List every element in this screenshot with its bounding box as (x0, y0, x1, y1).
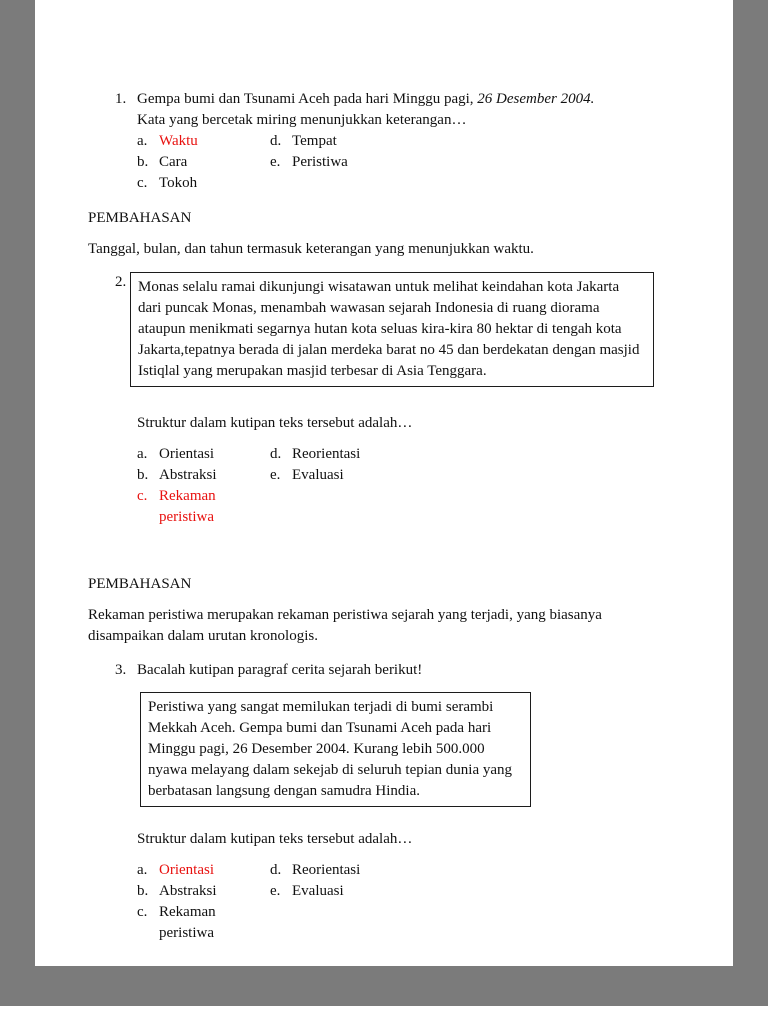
question-3-instruction: Bacalah kutipan paragraf cerita sejarah berikut! (137, 662, 423, 678)
question-3-option-row-1 (137, 860, 683, 881)
document-page (35, 0, 733, 966)
question-2-option-row-3 (137, 486, 683, 528)
q3-option-a-letter: a. (137, 862, 148, 878)
q1-option-e-label: Peristiwa (292, 154, 348, 170)
question-1-number: 1. (115, 91, 127, 107)
question-3-options (137, 860, 683, 944)
q1-option-d-label: Tempat (292, 133, 337, 149)
question-3-option-row-2 (137, 881, 683, 902)
question-1-statement (137, 89, 683, 110)
q2-option-a-label: Orientasi (159, 446, 214, 462)
question-2-option-row-1 (137, 444, 683, 465)
question-3-prompt: Struktur dalam kutipan teks tersebut adalah… (137, 831, 413, 847)
q2-option-d-label: Reorientasi (292, 446, 361, 462)
question-3-option-row-3 (137, 902, 683, 944)
question-2 (88, 272, 683, 528)
question-2-quote-box: Monas selalu ramai dikunjungi wisatawan untuk melihat keindahan kota Jakarta dari puncak Monas, menambah wawasan sejarah Indonesia di ruang diorama ataupun menikmati segarnya hutan kota seluas kira-kira 80 hektar di tengah kota Jakarta,tepatnya berada di jalan merdeka barat no 45 dan berdekatan dengan masjid Istiqlal yang merupakan masjid terbesar di Asia Tenggara. (130, 272, 654, 387)
q1-option-c-label: Tokoh (159, 175, 198, 191)
question-3-quote-box: Peristiwa yang sangat memilukan terjadi di bumi serambi Mekkah Aceh. Gempa bumi dan Tsunami Aceh pada hari Minggu pagi, 26 Desember 2004. Kurang lebih 500.000 nyawa melayang dalam sekejab di seluruh tepian dunia yang berbatasan langsung dengan samudra Hindia. (140, 692, 531, 807)
q1-option-b-label: Cara (159, 154, 188, 170)
question-2-option-row-2 (137, 465, 683, 486)
q1-option-a-letter: a. (137, 133, 148, 149)
q3-option-b-label: Abstraksi (159, 883, 217, 899)
q3-option-a-label: Orientasi (159, 862, 214, 878)
q3-option-d-label: Reorientasi (292, 862, 361, 878)
question-1-option-row-3 (137, 173, 683, 194)
q1-option-a-label: Waktu (159, 133, 198, 149)
q2-option-e-label: Evaluasi (292, 467, 344, 483)
question-1-statement-normal: Gempa bumi dan Tsunami Aceh pada hari Minggu pagi, (137, 91, 478, 107)
question-3 (88, 660, 683, 944)
q2-option-b-label: Abstraksi (159, 467, 217, 483)
q3-option-d-letter: d. (270, 862, 282, 878)
q3-option-b-letter: b. (137, 883, 149, 899)
question-1-option-row-2 (137, 152, 683, 173)
q3-option-e-label: Evaluasi (292, 883, 344, 899)
q3-option-c-letter: c. (137, 904, 148, 920)
question-2-number: 2. (115, 274, 127, 290)
q1-option-d-letter: d. (270, 133, 282, 149)
page-bottom-strip (0, 1006, 768, 1024)
discussion-1-heading: PEMBAHASAN (88, 210, 192, 226)
question-1-statement-italic: 26 Desember 2004. (477, 91, 595, 107)
q2-option-c-letter: c. (137, 488, 148, 504)
discussion-2-heading: PEMBAHASAN (88, 576, 192, 592)
q1-option-c-letter: c. (137, 175, 148, 191)
question-1-statement-line2: Kata yang bercetak miring menunjukkan keterangan… (137, 112, 467, 128)
q2-option-c-label: Rekaman peristiwa (159, 488, 216, 525)
question-2-prompt: Struktur dalam kutipan teks tersebut adalah… (137, 415, 413, 431)
question-2-options (137, 444, 683, 528)
question-1 (88, 89, 683, 194)
q2-option-a-letter: a. (137, 446, 148, 462)
discussion-1-body: Tanggal, bulan, dan tahun termasuk keterangan yang menunjukkan waktu. (88, 241, 534, 257)
q1-option-b-letter: b. (137, 154, 149, 170)
q3-option-c-label: Rekaman peristiwa (159, 904, 216, 941)
q2-option-e-letter: e. (270, 467, 281, 483)
q3-option-e-letter: e. (270, 883, 281, 899)
q2-option-d-letter: d. (270, 446, 282, 462)
question-1-options (137, 131, 683, 194)
q2-option-b-letter: b. (137, 467, 149, 483)
question-1-option-row-1 (137, 131, 683, 152)
q1-option-e-letter: e. (270, 154, 281, 170)
question-3-number: 3. (115, 662, 127, 678)
discussion-2-body: Rekaman peristiwa merupakan rekaman peristiwa sejarah yang terjadi, yang biasanya disampaikan dalam urutan kronologis. (88, 607, 602, 644)
